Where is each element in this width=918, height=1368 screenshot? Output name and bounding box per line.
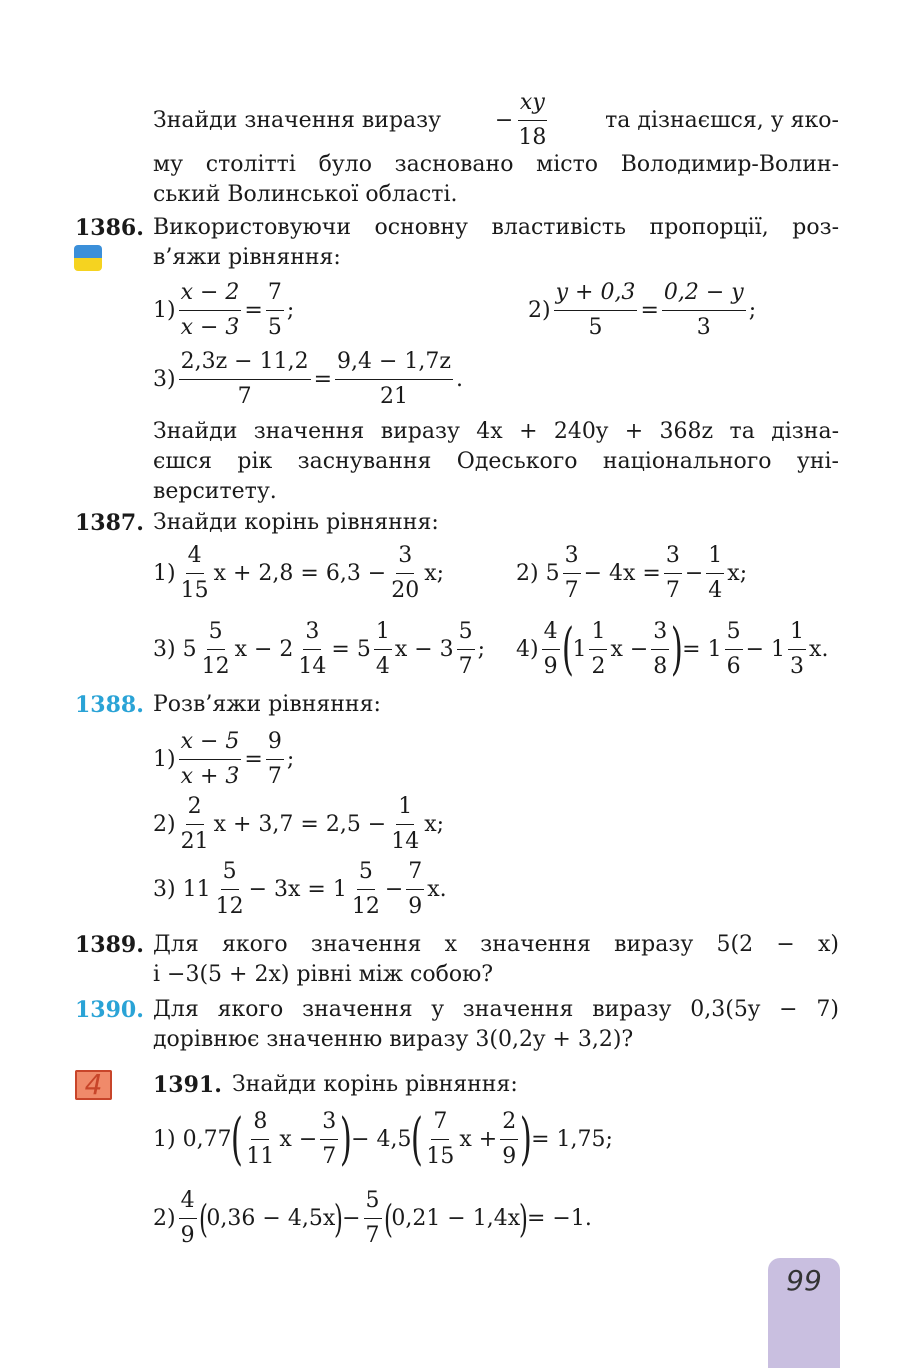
page-number: 99 bbox=[786, 1264, 822, 1297]
equation-1391-2: 2) $\frac{4}{9}$ ( 0,36 − 4,5x ) − $\frac{5}{7}$ ( 0,21 − 1,4x ) = −1. bbox=[153, 1188, 592, 1248]
equation-1386-1: 1) $\frac{x - 2}{x - 3}$ = $\frac{7}{5}$ ; bbox=[153, 280, 295, 340]
equation-1387-4: 4) $\frac{4}{9}$ ( 1 $\frac{1}{2}$ x − $\frac{3}{8}$ ) = 1 $\frac{5}{6}$ − 1 $\frac{1}{3}$ x. bbox=[516, 616, 829, 682]
intro-text-b: та дізнаєшся, у яко- bbox=[605, 107, 839, 133]
exercise-1391-title: Знайди корінь рівняння: bbox=[232, 1072, 518, 1097]
exercise-number-1386: 1386. bbox=[75, 215, 144, 241]
right-paren: ) bbox=[671, 616, 684, 682]
intro-line-1 bbox=[153, 88, 839, 153]
exercise-number-1387: 1387. bbox=[75, 510, 144, 536]
level-4-badge-icon: 4 bbox=[75, 1070, 112, 1100]
left-paren: ( bbox=[561, 616, 574, 682]
exercise-number-1388: 1388. bbox=[75, 692, 144, 718]
intro-fraction: − $\frac{xy}{18}$ bbox=[494, 90, 547, 150]
exercise-1387-title: Знайди корінь рівняння: bbox=[153, 510, 439, 535]
intro-text: му столітті було засновано місто Володимир-Волин- ський Волинської області. bbox=[153, 152, 839, 207]
exercise-number-1389: 1389. bbox=[75, 932, 144, 958]
page-number-tab bbox=[768, 1258, 840, 1368]
ukraine-flag-icon bbox=[74, 245, 102, 271]
exercise-1390-text: Для якого значення y значення виразу 0,3(5y − 7) дорівнює значенню виразу 3(0,2y + 3,2)? bbox=[153, 997, 839, 1052]
equation-1391-1: 1) 0,77 ( $\frac{8}{11}$ x − $\frac{3}{7}$ ) − 4,5 ( $\frac{7}{15}$ x + $\frac{2}{9}$ ) = 1,75; bbox=[153, 1106, 613, 1172]
equation-1387-2: 2) 5 $\frac{3}{7}$ − 4x = $\frac{3}{7}$ − $\frac{1}{4}$ x; bbox=[516, 543, 748, 603]
exercise-1386-text: Використовуючи основну властивість пропорції, роз- в’яжи рівняння: bbox=[153, 215, 839, 270]
equation-1386-2: 2) $\frac{y + 0,3}{5}$ = $\frac{0,2 - y}{3}$ ; bbox=[528, 280, 757, 340]
exercise-1388-title: Розв’яжи рівняння: bbox=[153, 692, 381, 717]
intro-text-a: Знайди значення виразу bbox=[153, 107, 442, 133]
exercise-1389-text: Для якого значення x значення виразу 5(2 − x) і −3(5 + 2x) рівні між собою? bbox=[153, 932, 839, 987]
exercise-1386-task: Знайди значення виразу 4x + 240y + 368z та дізна- єшся рік заснування Одеського національного уні- верситету. bbox=[153, 419, 839, 504]
equation-1386-3: 3) $\frac{2,3z - 11,2}{7}$ = $\frac{9,4 - 1,7z}{21}$ . bbox=[153, 349, 464, 409]
equation-1388-3: 3) 11 $\frac{5}{12}$ − 3x = 1 $\frac{5}{12}$ − $\frac{7}{9}$ x. bbox=[153, 859, 447, 919]
equation-1388-1: 1) $\frac{x - 5}{x + 3}$ = $\frac{9}{7}$ ; bbox=[153, 729, 295, 789]
equation-1387-1: 1) $\frac{4}{15}$ x + 2,8 = 6,3 − $\frac{3}{20}$ x; bbox=[153, 543, 445, 603]
exercise-number-1390: 1390. bbox=[75, 997, 144, 1023]
equation-1387-3: 3) 5 $\frac{5}{12}$ x − 2 $\frac{3}{14}$ = 5 $\frac{1}{4}$ x − 3 $\frac{5}{7}$ ; bbox=[153, 619, 486, 679]
exercise-number-1391: 1391. bbox=[153, 1072, 222, 1098]
equation-1388-2: 2) $\frac{2}{21}$ x + 3,7 = 2,5 − $\frac{1}{14}$ x; bbox=[153, 794, 445, 854]
